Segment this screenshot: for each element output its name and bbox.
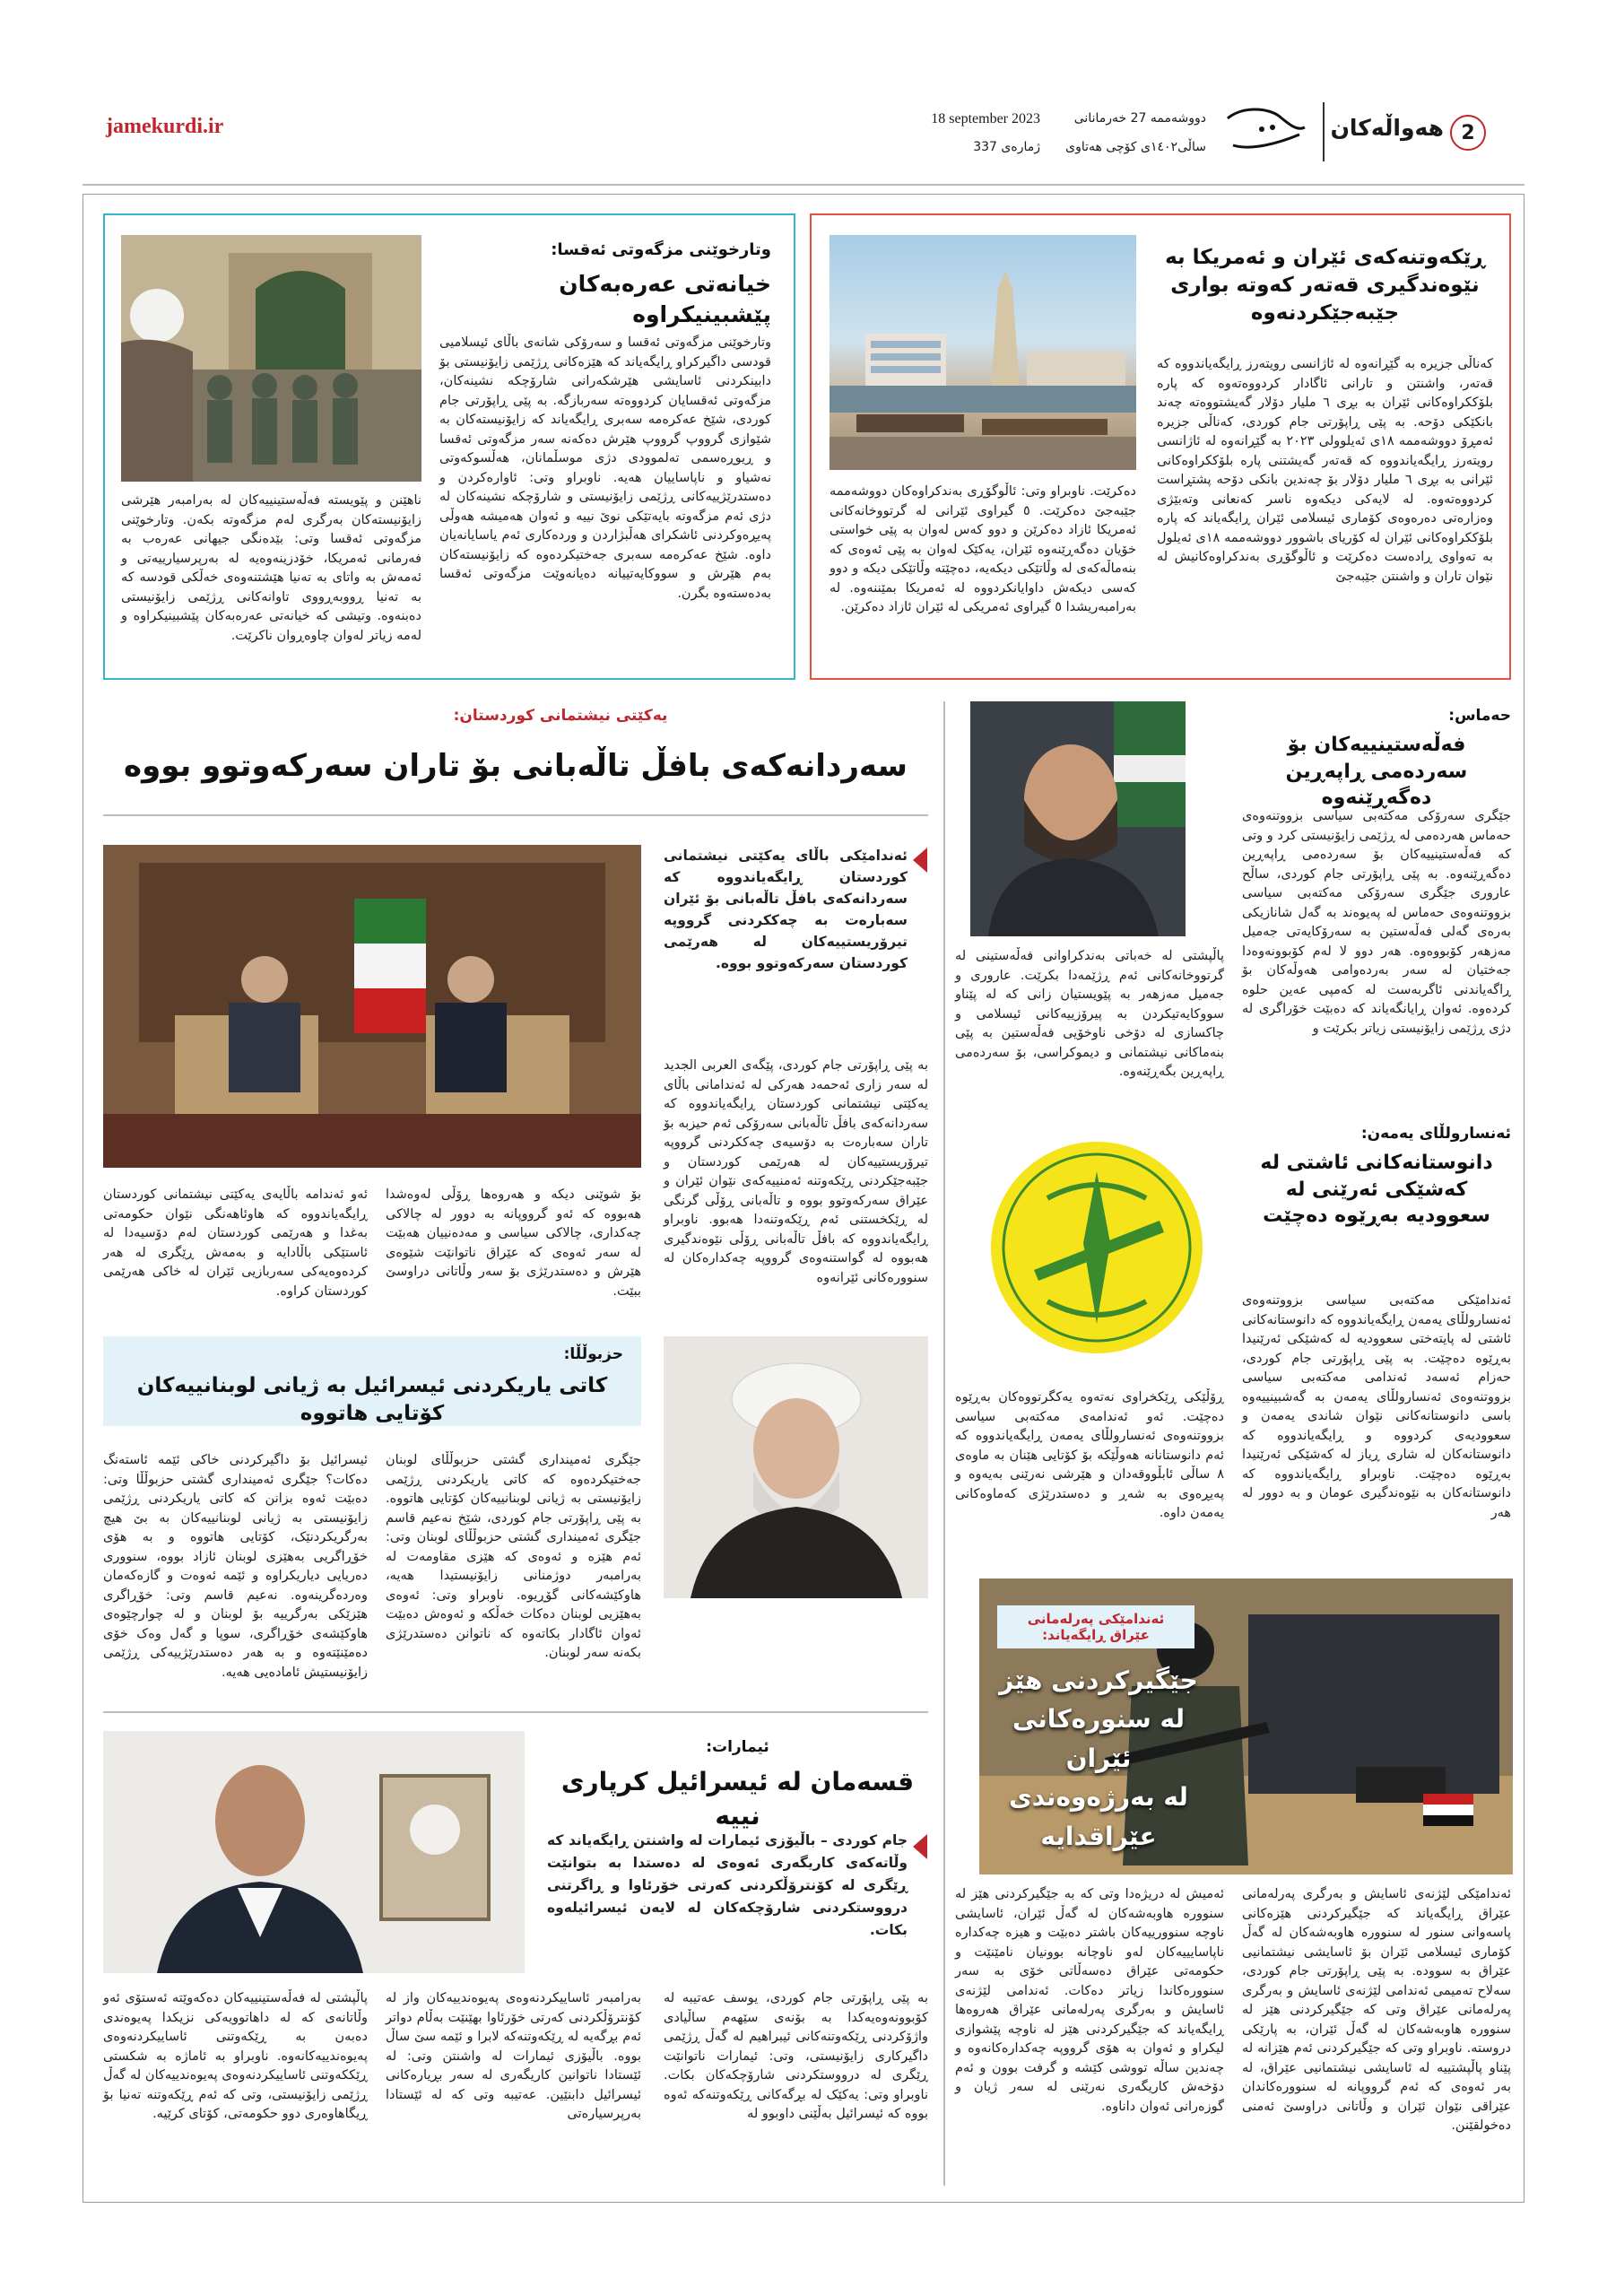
ansarullah-emblem-icon [985, 1135, 1209, 1360]
date-kurdish: دووشەممە 27 خەرمانانی [1073, 111, 1206, 126]
article-ansarullah-col-right: ئەندامێکی مەکتەبی سیاسی بزووتنەوەی ئەنسارولڵای یەمەن ڕایگەیاندووە کە دانوستانەکانی ئاشتی لە پایتەختی سعوودیە لە کەشێکی ئەرێنیدا بەڕێوە دەچێت. بە پێی ڕاپۆرتی جام کوردی، حەزام ئەسەد ئەندامی مەکتەبی سیاسی بزووتنەوەی ئەنسارولڵای یەمەن بە گەشبینییەوە باسی دانوستانەکانی نێوان شاندی یەمەن و سعوودیەی کردووە و ڕایگەیاندووە کە دانوستانەکان لە شاری ڕیاز لە کەشێکی ئەرێنیدا بەڕێوە دەچێت. ناوبراو ڕایگەیاندووە کە دانوستانەکان بە نێوەندگیری عومان و بە دوور لە هەر [1242, 1293, 1511, 1520]
article-aqsa-kicker: وتارخوێنی مزگەوتی ئەقسا: [551, 240, 771, 259]
article-iraq-headline-line3: لە بەرژەوەندی [1009, 1782, 1188, 1813]
article-komala-photo [103, 845, 641, 1168]
article-aqsa-headline: خیانەتی عەرەبەکان پێشبینیکراوە [559, 271, 771, 327]
article-hezbollah-headline: کاتی یاریکردنی ئیسرائیل بە ژیانی لوبنانییەکان کۆتایی هاتووە [136, 1374, 608, 1426]
article-komala-bullet-icon [913, 848, 927, 873]
article-emirates-headline: قسەمان لە ئیسرائیل کرپاری نییە [560, 1767, 915, 1831]
article-aqsa-col2: ناهێنن و پێویستە فەڵەستینییەکان لە بەرامبەر هێرشی زایۆنیستەکان بەرگری لەم مزگەوتە بکەن. وتارخوێنی مزگەوتی ئەقسا وتی: بێدەنگی جیهانی عەرەب بە فەرمانی ئەمریکا، خۆدزینەوەیە لە بەرپرسیارییەتی و ئەمەش بە واتای بە تەنیا هێشتنەوەی خەڵکی قودسە کە بە تەنیا ڕووبەڕووی تاوانەکانی ڕژێمی زایۆنیستی دەبنەوە. وتیشی کە خیانەتی عەرەبەکان پێشبینیکراوە و لەمە زیاتر لەوان چاوەڕوان ناکرێت. [121, 493, 421, 643]
article-iraq-badge-line2: عێراق ڕایگەیاند: [1042, 1627, 1150, 1643]
issue-number: ژمارەی 337 [973, 140, 1040, 154]
article-komala-col-left1: بۆ شوێنی دیکە و هەروەها ڕۆڵی لەوەشدا هەبووە کە ئەو گرووپانە بە دوور لە چالاکی چەکداری، چالاکی سیاسی و مەدەنییان هەبێت لە سەر ئەوەی کە عێراق ناتوانێت شێوەی هێرش و دەستدرێژی بۆ سەر وڵاتانی دراوسێ ببێت. [386, 1187, 641, 1299]
masthead-divider [1323, 102, 1325, 161]
article-iraq-badge [997, 1605, 1194, 1648]
article-hezbollah-photo [664, 1336, 928, 1598]
talabani-meeting-image [103, 845, 641, 1168]
aqsa-soldiers-image [121, 235, 421, 482]
article-komala-col-mid: بە پێی ڕاپۆرتی جام کوردی، پێگەی العربی الجدید لە سەر زاری ئەحمەد هەرکی لە ئەندامانی باڵای یەکێتی نیشتمانی کوردستان ڕایگەیاندووە کە سەردانەکەی بافڵ تاڵەبانی سەرۆکی ئەم حیزبە بۆ تاران سەبارەت بە دۆسیەی چەککردنی گرووپە تیرۆریستییەکان لە هەرێمی کوردستان و جێبەجێکردنی ڕێکەوتنە ئەمنییەکەی نێوان ئێران و عێراق سەرکەوتوو بووە و تاڵەبانی ڕۆڵی گرنگی لە ڕێکخستنی ئەم ڕێکەوتنەدا هەبوو. ناوبراو ڕایگەیاندووە کە بافڵ تاڵەبانی ڕۆڵی نێوەندگیری هەبووە لە گواستنەوەی گرووپە چەکدارەکان لە سنوورەکانی ئێرانەوە [664, 1058, 928, 1285]
article-emirates-photo [103, 1731, 525, 1973]
article-emirates-col2: بەرامبەر ئاساییکردنەوەی پەیوەندییەکان واز لە کۆنترۆڵکردنی کەرتی خۆرئاوا بهێنێت بەڵام دواتر ئەم بڕگەیە لە ڕێکەوتنەکە لابرا و ئێمە سێ ساڵ بووە. باڵیۆزی ئیمارات لە واشنتن وتی: لە ئێستادا ناتوانین کاریگەری لە سەر بڕیارەکانی ئیسرائیل دابنێین. عەتیبە وتی کە لە ئێستادا بەرپرسیارەتی [386, 1991, 641, 2121]
article-hezbollah-col-mid: جێگری ئەمینداری گشتی حزبوڵڵای لوبنان جەختیکردەوە کە کاتی یاریکردنی ڕژێمی زایۆنیستی بە ژیانی لوبنانییەکان کۆتایی هاتووە. بە پێی ڕاپۆرتی جام کوردی، شێخ نەعیم قاسم جێگری ئەمینداری گشتی حزبوڵڵای لوبنان وتی: ئەم هێزە و ئەوەی کە هێزی مقاومەت لە بەرامبەر دوژمنانی زایۆنیستیدا هەیە، هاوکێشەکانی گۆڕیوە. ناوبراو وتی: ئەوەی بەهێزیی لوبنان دەکات خەڵکە و ئەوەش دەبێت ئەوان ئاگادار بکاتەوە کە ناتوانن دەستدرێژی بکەنە سەر لوبنان. [386, 1453, 641, 1660]
article-komala-kicker: یەکێتی نیشتمانی کوردستان: [453, 707, 668, 725]
article-komala-rule [103, 814, 928, 816]
article-komala-col-left2: ئەو ئەندامە باڵایەی یەکێتی نیشتمانی کوردستان ڕایگەیاندووە کە هاوئاهەنگی نێوان حکومەتی بەغدا و هەرێمی کوردستان لەم دۆسیەدا لە ئاستێکی باڵادایە و بەمەش ڕێگری لە هەر کردەوەیەکی سەربازیی ئێران لە خاکی هەرێمی کوردستان کراوە. [103, 1187, 368, 1299]
article-aqsa-col1: وتارخوێنی مزگەوتی ئەقسا و سەرۆکی شانەی باڵای ئیسلامیی قودسی داگیرکراو ڕایگەیاند کە هێزەکانی ڕژێمی زایۆنیستی بۆ دابینکردنی ئاسایشی هێرشکەرانی شارۆچکە نشینەکان، مزگەوتی ئەقسایان کردووەتە سەربازگە. بە پێی ڕاپۆرتی جام کوردی، شێخ عەکرەمە سەبری ڕایگەیاند کە زایۆنیستەکان بە شێوازی گرووپ گرووپ هێرش دەکەنە سەر مزگەوتی ئەقسا و ڕیوڕەسمی تەلموودی دژی موسڵمانان، هەڵسوکەوتی نەشیاو و ناپاساییان هەیە. ناوبراو وتی: ئاوارەکردن و دەستدرێژییەکانی ڕژێمی زایۆنیستی و شارۆچکە نشینەکان لە دژی ئەم مزگەوتە بایەتێکی نوێ نییە و ئەوان هەمیشە هەوڵی پەیڕەوکردنی ئاشکرای هەڵبژاردن و وردەکاری ئەم یاسایانەیان داوە. شێخ عەکرەمە سەبری جەختیکردەوە کە زایۆنیستەکان بەم هێرش و سووکایەتییانە دەیانەوێت مزگەوتی ئەقسا بەدەستەوە بگرن. [439, 335, 771, 601]
article-iraq-headline [986, 1661, 1211, 1856]
article-hezbollah-col-left: ئیسرائیل بۆ داگیرکردنی خاکی ئێمە ئاستەنگ دەکات؟ جێگری ئەمینداری گشتی حزبوڵڵا وتی: دەبێت ئەوە بزانن کە کاتی یاریکردنی ڕژێمی زایۆنیستی بە ژیانی لوبنانییەکان بە بێ هیچ بەرگریکردنێک، کۆتایی هاتووە و بە هۆی خۆڕاگریی بەهێزی لوبنان ئازاد بووە، سنووری دەریایی دیاریکراوە و ئێمە ئەوەت و گازەکەمان وەردەگرینەوە. نەعیم قاسم وتی: خۆڕاگری هێزێکی بەرگرییە بۆ لوبنان و لە چوارچێوەی هاوکێشەی خۆڕاگری، سوپا و گەل وەک خۆی دەمێنێتەوە و بە هەر دەستدرێژییەکی ڕژێمی زایۆنیستیش ئامادەیی هەیە. [103, 1453, 368, 1680]
article-emirates-col1: بە پێی ڕاپۆرتی جام کوردی، یوسف عەتیبە لە کۆبوونەوەیەکدا بە بۆنەی سێهەم ساڵیادی واژۆکردنی ڕێکەوتنەکانی ئیبراهیم لە گەڵ ڕژێمی داگیرکاری زایۆنیستی، وتی: ئیمارات ناتوانێت ڕێگری لە درووستکردنی شارۆچکەکان بکات. ناوبراو وتی: یەکێک لە بڕگەکانی ڕێکەوتنەکە ئەوە بووە کە ئیسرائیل بەڵێنی داوبوو لە [664, 1991, 928, 2121]
article-qatar-col1: کەناڵی جزیرە بە گێڕانەوە لە ئاژانسی رویتەرز ڕایگەیاندووە کە قەتەر، واشنتن و تارانی ئاگادار کردووەتەوە کە پارە بلۆککراوەکانی ئێران بە بڕی ٦ ملیار دۆلار گەیشتووەتە چەند بانکێکی دۆحە. بە پێی ڕاپۆرتی جام کوردی، کەناڵی جزیرە ئەمڕۆ دووشەممە ١٨ی ئەیلوولی ٢٠٢٣ بە گێڕانەوە لە ئاژانسی رویتەرز ڕایگەیاندووە کە قەتەر گەیشتنی پارە بلۆککراوەکانی ئێرانی بە بڕی ٦ ملیار دۆلار بۆ چەندین بانکی دۆحە پشتڕاست کردووەتەوە. لە لایەکی دیکەوە ناسر کەنعانی وتەبێژی وەزارەتی دەرەوەی کۆماری ئیسلامی ئێران ڕایگەیاند کە پارە بلۆککراوەکانی ئێران لە کۆریای باشوور دووشەممە ١٨ی ئەیلول بە تەواوی ڕادەست دەکرێت و ئاڵوگۆڕی بەندکراوەکانیش لە نێوان تاران و واشنتن جێبەجێ [1157, 357, 1493, 584]
logo-mark [1215, 100, 1314, 163]
article-hamas-col-under-photo: پاڵپشتی لە خەباتی بەندکراوانی فەڵەستینی لە گرتووخانەکانی ئەم ڕژێمەدا بکرێت. عاروری و جەمیل مەزهەر بە پێویستیان زانی کە لە پێناو سووکایەتیکردن بە پیرۆزییەکانی ئیسلامی و چاکسازی لە دۆخی ناوخۆیی فەڵەستین بە پێی بنەماکانی نیشتمانی و دیموکراسی، بۆ سەردەمی ڕاپەڕین بگەڕێنەوە. [955, 949, 1224, 1079]
article-qatar-headline: ڕێکەوتنەکەی ئێران و ئەمریکا بە نێوەندگیری قەتەر کەوتە بواری جێبەجێکردنەوە [1165, 246, 1485, 326]
naim-qassem-portrait-image [664, 1336, 928, 1598]
article-ansarullah-kicker: ئەنسارولڵای یەمەن: [1360, 1125, 1511, 1143]
article-iraq-headline-line1: جێگیرکردنی هێز [999, 1665, 1198, 1695]
article-qatar-col2: دەکرێت. ناوبراو وتی: ئاڵوگۆڕی بەندکراوەکان دووشەممە جێبەجێ دەکرێت. ٥ گیراوی ئێرانی لە گرتووخانەکانی ئەمریکا ئازاد دەکرێن و دوو کەس لەوان بە پێی خواستی خۆیان دەگەڕێنەوە ئێران، یەکێک لەوان بە پێی ئەوەی کە بنەماڵەکەی لە وڵاتێکی دیکەیە، دەچێتە وڵاتێکی دیکە و دوو کەسی دیکەش داوایانکردووە لە ئەمریکا بمێننەوە. لە بەرامبەریشدا ٥ گیراوی ئەمریکی لە ئێران ئازاد دەکرێن. [830, 484, 1136, 614]
date-english: 18 september 2023 [931, 111, 1040, 126]
article-iraq-col-mid: ئەمیش لە دریژەدا وتی کە بە جێگیرکردنی هێز لە سنوورە هاوبەشەکان لە گەڵ ئێران، ئاسایشی ناوچە سنوورییەکان باشتر دەبێت و هیزە چەکدارە ناپاسایییەکان لەو ناوچانە بوونیان نامێنێت و حکومەتی عێراق دەسەڵاتی خۆی بە سەر سنوورەکاندا زیاتر دەکات. ئەندامی لێژنەی ئاسایش و بەرگری پەرلەمانی عێراق هەروەها ڕایگەیاند کە جێگیرکردنی هێز لە ناوچە پێشوازی لیکراو و ئەوان بە هۆی گرووپە چەکدارەکانەوە و چەندین ساڵە تووشی کێشە و گرفت بوون و ئەم دۆخەش کاریگەری نەرێنی لە سەر ژیان و گوزەرانی ئەوان داناوە. [955, 1887, 1224, 2114]
article-emirates-kicker: ئیمارات: [706, 1738, 769, 1756]
article-hamas-col-right: جێگری سەرۆکی مەکتەبی سیاسی بزووتنەوەی حەماس هەردەمی لە ڕژێمی زایۆنیستی کرد و وتی کە فەڵەستینییەکان بۆ سەردەمی ڕاپەڕین دەگەڕێنەوە. بە پێی ڕاپۆرتی جام کوردی، ساڵح عاروری جێگری سەرۆکی مەکتەبی سیاسی بزووتنەوەی حەماس لە پەیوەند بە گەل شانازیکی بەرەی گەلی فەڵەستین بە سەرۆکایەتی جەمیل مەزهەر کۆبووەوە. هەر دوو لا لەم کۆبوونەوەدا جەختیان لە سەر بەردەوامی هەوڵەکان بۆ ڕاگەیاندنی ئاگربەست لە کەمپی عەین حلوە کردەوە. ئەوان ڕایانگەیاند کە دەبێت خۆراگری لە دژی ڕژێمی زایۆنیستی زیاتر بکرێت و [1242, 809, 1511, 1036]
website[interactable]: jamekurdi.ir [106, 115, 224, 138]
column-divider [943, 701, 945, 2186]
article-aqsa-photo [121, 235, 421, 482]
article-emirates-col3: پاڵپشتی لە فەڵەستینییەکان دەکەوێتە ئەستۆی ئەو وڵاتانەی کە لە داهاتوویەکی نزیکدا پەیوەندی دەبەن بە ڕێکەوتنی ئاساییکردنەوەی پەیوەندییەکانەوە. ناوبراو بە ئاماژە بە شکستی ڕێککەوتنی ئاساییکردنەوەی پەیوەندییەکان لە گەڵ ڕژێمی زایۆنیستی، وتی کە ئەم ڕێکەوتنە تەنیا بۆ ڕیگاهاوەری دوو حکومەتی، کۆتای کرێیە. [103, 1991, 368, 2121]
article-hamas-headline: فەڵەستینییەکان بۆ سەردەمی ڕاپەڕین دەگەڕێنەوە [1285, 734, 1468, 810]
article-emirates-lead: جام کوردی – باڵیۆزی ئیمارات لە واشنتن ڕایگەیاند کە وڵاتەکەی کاریگەری ئەوەی لە دەستدا بە بتوانێت ڕێگری لە کۆنترۆڵکردنی کەرتی خۆرئاوا و ڕاگرتنی درووستکردنی شارۆچکەکان لە لایەن ئیسرائیلەوە بکات. [547, 1832, 908, 1938]
article-iraq-headline-line2: لە سنورەکانی ئێران [1012, 1704, 1186, 1773]
aruri-portrait-image [970, 701, 1186, 936]
doha-skyline-image [830, 235, 1136, 470]
ansarullah-logo [977, 1130, 1215, 1365]
article-iraq-headline-line4: عێراقدایە [1040, 1821, 1157, 1851]
masthead-rule [83, 184, 1524, 186]
article-komala-lead: ئەندامێکی باڵای یەکێتی نیشتمانی کوردستان ڕایگەیاندووە کە سەردانەکەی بافڵ تاڵەبانی بۆ ئێران سەبارەت بە چەککردنی گرووپە تیرۆریستییەکان لە هەرێمی کوردستان سەرکەوتوو بووە. [664, 848, 908, 971]
article-hamas-kicker: حەماس: [1448, 707, 1511, 725]
article-ansarullah-col-mid: ڕۆڵێکی ڕێکخراوی نەتەوە یەکگرتووەکان بەڕێوە دەچێت. ئەو ئەندامەی مەکتەبی سیاسی بزووتنەوەی ئەنسارولڵای یەمەن ڕایگەیاندووە کە ئەم دانوستانانە هەوڵێکە بۆ کۆتایی هێنان بە ماوەی ٨ ساڵی ئابڵووقەدان و هێرشی نەرێنی بەیەوە و پەیڕەوی بە شەڕ و دەستدرێژی کەماوەکانی یەمەن داوە. [955, 1390, 1224, 1520]
year-kurdish: ساڵی١٤٠٢ی کۆچی هەتاوی [1065, 140, 1206, 154]
article-iraq-badge-line1: ئەندامێکی پەرلەمانی [1027, 1611, 1165, 1627]
page-number-circle: 2 [1450, 115, 1486, 151]
article-ansarullah-headline: دانوستانەکانی ئاشتی لە کەشێکی ئەرێنی لە سعوودیە بەڕێوە دەچێت [1260, 1152, 1493, 1228]
otaiba-portrait-image [103, 1731, 525, 1973]
article-qatar-photo [830, 235, 1136, 470]
article-iraq-col-right: ئەندامێکی لێژنەی ئاسایش و بەرگری پەرلەمانی عێراق ڕایگەیاند کە جێگیرکردنی هێزەکانی پاسەوانی سنور لە سنوورە هاوبەشەکان لە گەڵ کۆماری ئیسلامی ئێران بۆ ئاسایشی نیشتمانیی عێراق بە سوودە. بە پێی ڕاپۆرتی جام کوردی، سەلاح تەمیمی ئەندامی لێژنەی ئاسایش و بەرگری پەرلەمانی عێراق وتی کە جێگیرکردنی هێز لە سنوورە هاوبەشەکان لە گەڵ ئێران، بە پارێکی دروستە. ناوبراو وتی کە جێگیرکردنی ئەم هێزانە لە پێناو پاڵپشتییە لە ئاسایشی نیشتمانیی عێراق، لە بەر ئەوەی کە ئەم گرووپانە لە سنوورەکاندان عێراقی نێوان ئێران و وڵاتانی دراوسێ ئەمنی دەخولقێنن. [1242, 1887, 1511, 2133]
logo [1215, 100, 1314, 163]
article-emirates-bullet-icon [913, 1834, 927, 1859]
section-title: هەواڵەکان [1330, 115, 1444, 141]
article-emirates-rule [103, 1711, 928, 1713]
article-hamas-photo [970, 701, 1186, 936]
article-hezbollah-kicker: حزبوڵڵا: [563, 1345, 623, 1363]
article-komala-headline: سەردانەکەی بافڵ تاڵەبانی بۆ تاران سەرکەوتوو بووە [124, 748, 908, 784]
